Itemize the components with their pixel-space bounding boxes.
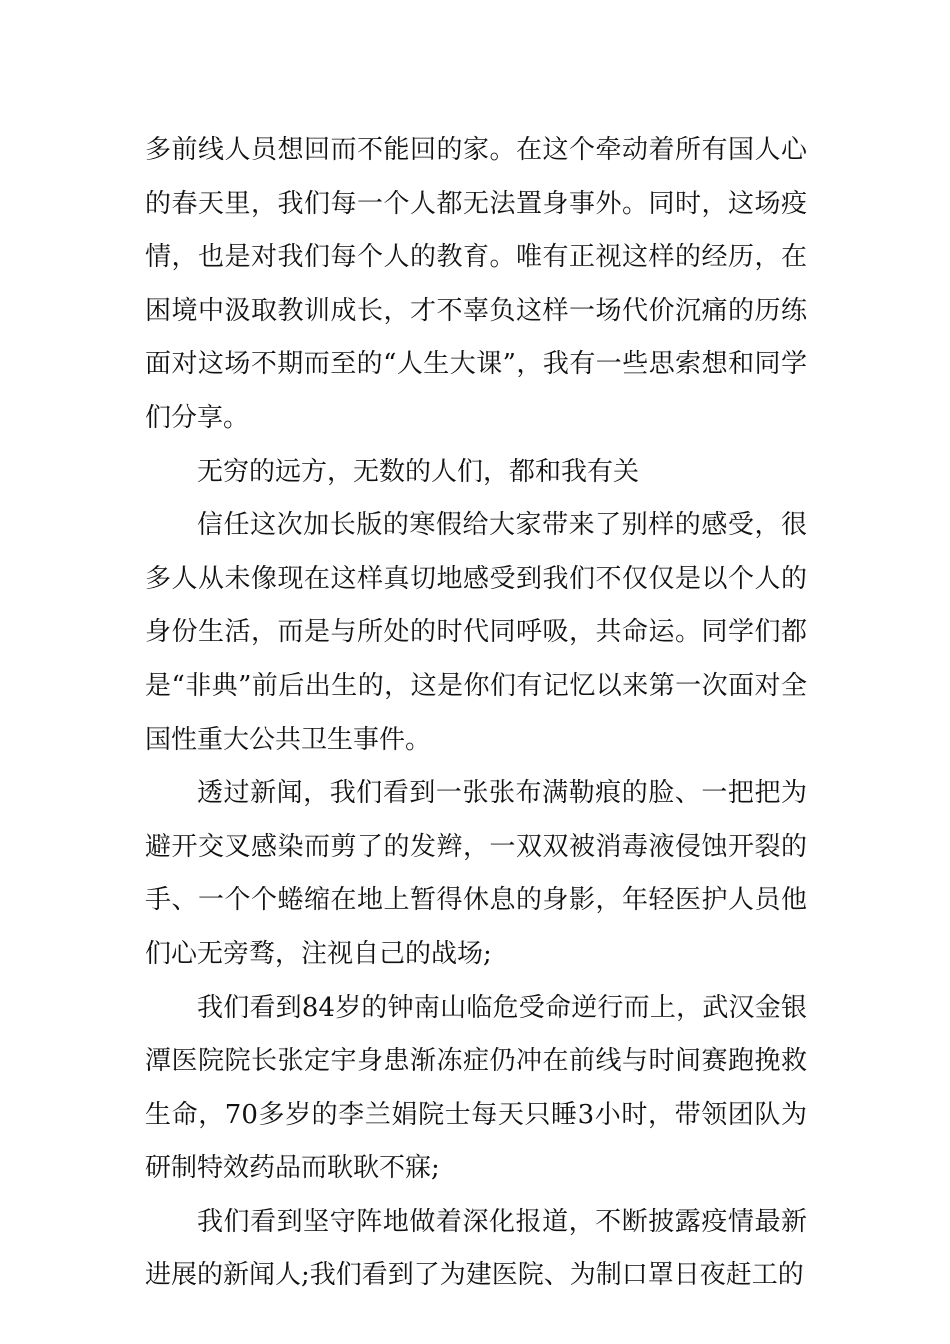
paragraph: 信任这次加长版的寒假给大家带来了别样的感受，很多人从未像现在这样真切地感受到我们不仅仅是以个人的身份生活，而是与所处的时代同呼吸，共命运。同学们都是“非典”前后出生的，这是你们有记忆以来第一次面对全国性重大公共卫生事件。	[145, 510, 807, 755]
paragraph-heading: 无穷的远方，无数的人们，都和我有关	[197, 456, 640, 487]
paragraph: 透过新闻，我们看到一张张布满勒痕的脸、一把把为避开交叉感染而剪了的发辫，一双双被消毒液侵蚀开裂的手、一个个蜷缩在地上暂得休息的身影，年轻医护人员他们心无旁骛，注视自己的战场;	[145, 778, 807, 969]
paragraph: 我们看到坚守阵地做着深化报道，不断披露疫情最新进展的新闻人;我们看到了为建医院、为制口罩日夜赶工的	[145, 1206, 807, 1291]
paragraph-continued: 多前线人员想回而不能回的家。在这个牵动着所有国人心的春天里，我们每一个人都无法置身事外。同时，这场疫情，也是对我们每个人的教育。唯有正视这样的经历，在困境中汲取教训成长，才不辜负这样一场代价沉痛的历练面对这场不期而至的“人生大课”，我有一些思索想和同学们分享。	[145, 135, 807, 433]
paragraph: 我们看到84岁的钟南山临危受命逆行而上，武汉金银潭医院院长张定宇身患渐冻症仍冲在前线与时间赛跑挽救生命，70多岁的李兰娟院士每天只睡3小时，带领团队为研制特效药品而耿耿不寐;	[145, 992, 807, 1184]
document-body	[145, 124, 807, 1303]
